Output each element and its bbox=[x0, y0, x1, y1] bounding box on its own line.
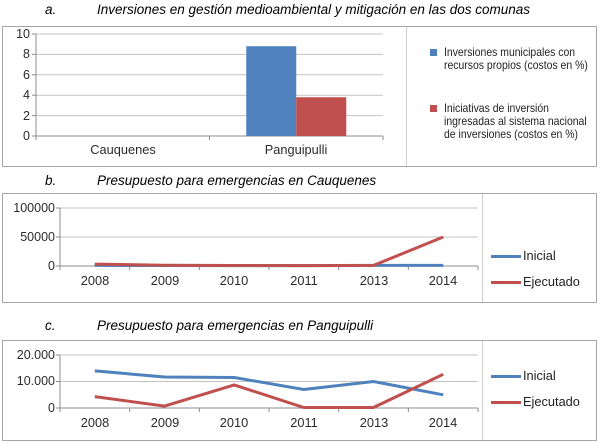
bar-chart-frame bbox=[2, 26, 597, 167]
legend-swatch-ejecutado bbox=[491, 401, 521, 404]
line-chart-frame-panguipulli bbox=[2, 340, 597, 441]
y-axis-tick: 10 bbox=[16, 27, 30, 41]
legend-swatch-inicial bbox=[491, 255, 521, 258]
y-axis-tick: 2 bbox=[23, 109, 30, 123]
x-axis-label: 2011 bbox=[290, 273, 318, 288]
legend-label-ejecutado: Ejecutado bbox=[523, 394, 580, 409]
legend-divider bbox=[482, 194, 483, 302]
section-c-title-row bbox=[0, 318, 600, 338]
legend-swatch-ejecutado bbox=[491, 281, 521, 284]
x-axis-label: 2014 bbox=[428, 415, 458, 430]
section-a-title-row bbox=[0, 2, 600, 22]
x-axis-label: 2013 bbox=[359, 273, 389, 288]
x-axis-label: 2013 bbox=[359, 415, 389, 430]
legend-label-iniciativas: Iniciativas de inversión ingresadas al sistema nacional de inversiones (costos en %) bbox=[444, 102, 587, 141]
legend-swatch-red bbox=[430, 105, 437, 112]
x-axis-label: 2009 bbox=[150, 273, 180, 288]
y-axis-tick: 4 bbox=[23, 88, 30, 102]
legend-label-municipales: Inversiones municipales con recursos propios (costos en %) bbox=[444, 46, 588, 72]
y-axis-tick: 0 bbox=[48, 259, 55, 273]
section-c-letter: c. bbox=[45, 318, 56, 333]
legend-swatch-inicial bbox=[491, 375, 521, 378]
x-axis-label: 2010 bbox=[219, 415, 249, 430]
x-axis-label: 2008 bbox=[80, 273, 110, 288]
legend-swatch-blue bbox=[430, 49, 437, 56]
legend-divider bbox=[482, 341, 483, 440]
y-axis-tick: 100000 bbox=[13, 201, 55, 215]
y-axis-tick: 6 bbox=[23, 68, 30, 82]
category-label-cauquenes: Cauquenes bbox=[90, 142, 156, 157]
x-axis-label: 2008 bbox=[80, 415, 110, 430]
legend-label-inicial: Inicial bbox=[523, 248, 556, 263]
x-axis-label: 2010 bbox=[219, 273, 249, 288]
legend-label-inicial: Inicial bbox=[523, 368, 556, 383]
section-b-letter: b. bbox=[45, 173, 57, 188]
x-axis-label: 2009 bbox=[150, 415, 180, 430]
y-axis-tick: 8 bbox=[23, 47, 30, 61]
x-axis-label: 2011 bbox=[290, 415, 318, 430]
x-axis-label: 2014 bbox=[428, 273, 458, 288]
legend-divider bbox=[406, 27, 407, 166]
section-a-title: Inversiones en gestión medioambiental y mitigación en las dos comunas bbox=[97, 2, 530, 17]
legend-label-ejecutado: Ejecutado bbox=[523, 274, 580, 289]
section-a-letter: a. bbox=[45, 2, 57, 17]
section-b-title-row bbox=[0, 173, 600, 193]
y-axis-tick: 0 bbox=[23, 129, 30, 143]
y-axis-tick: 50000 bbox=[20, 230, 55, 244]
category-label-panguipulli: Panguipulli bbox=[264, 142, 328, 157]
y-axis-tick: 20.000 bbox=[16, 348, 55, 362]
y-axis-tick: 0 bbox=[48, 401, 55, 415]
y-axis-tick: 10.000 bbox=[16, 374, 55, 388]
line-chart-frame-cauquenes bbox=[2, 193, 597, 303]
section-b-title: Presupuesto para emergencias en Cauquenes bbox=[97, 173, 377, 188]
section-c-title: Presupuesto para emergencias en Panguipulli bbox=[97, 318, 374, 333]
